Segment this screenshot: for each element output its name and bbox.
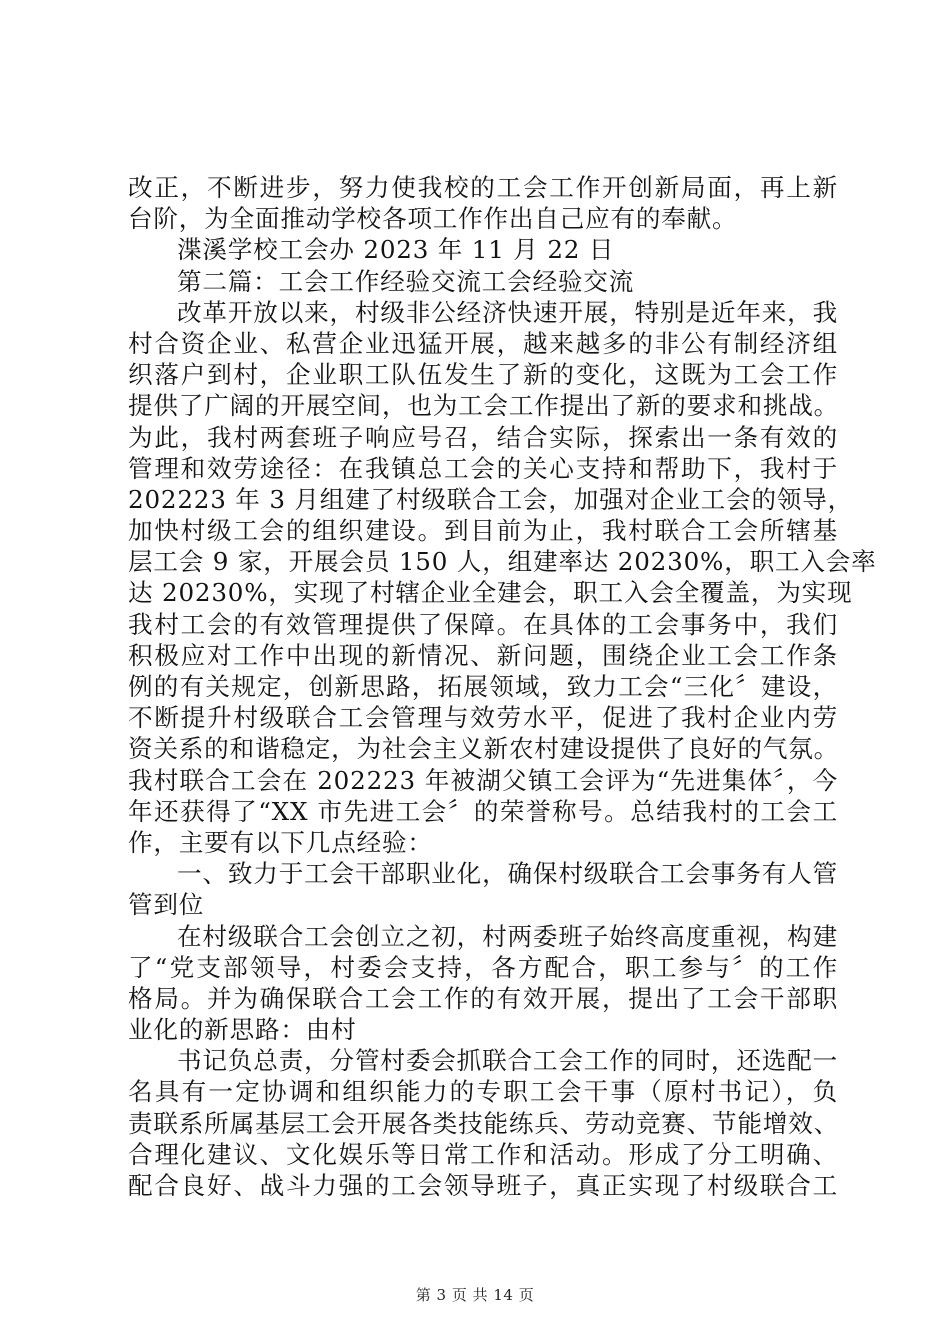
text-line: 配合良好、战斗力强的工会领导班子，真正实现了村级联合工 [128,1171,838,1200]
text-line: 改正，不断进步，努力使我校的工会工作开创新局面，再上新 [128,173,838,202]
text-line: 台阶，为全面推动学校各项工作作出自己应有的奉献。 [128,204,738,234]
text-line: 作，主要有以下几点经验： [128,827,433,857]
text-line: 积极应对工作中出现的新情况、新问题，围绕企业工会工作条 [128,640,838,670]
text-line: 达 20230%，实现了村辖企业全建会，职工入会全覆盖，为实现 [128,578,853,608]
document-body [128,172,877,1201]
text-line: 加快村级工会的组织建设。到目前为止，我村联合工会所辖基 [128,516,838,546]
text-line: 202223 年 3 月组建了村级联合工会，加强对企业工会的领导， [128,484,854,514]
text-line: 织落户到村，企业职工队伍发生了新的变化，这既为工会工作 [128,360,838,390]
text-line: 村合资企业、私营企业迅猛开展，越来越多的非公有制经济组 [128,328,838,358]
subheading-line: 一、致力于工会干部职业化，确保村级联合工会事务有人管 [177,859,838,889]
text-line: 书记负总责，分管村委会抓联合工会工作的同时，还选配一 [177,1046,838,1076]
text-line: 我村工会的有效管理提供了保障。在具体的工会事务中，我们 [128,609,838,639]
text-line: 了“党支部领导，村委会支持，各方配合，职工参与〞的工作 [128,952,838,982]
text-line: 为此，我村两套班子响应号召，结合实际，探索出一条有效的 [128,422,838,452]
text-line: 例的有关规定，创新思路，拓展领域，致力工会“三化〞建设， [128,672,838,701]
text-line: 提供了广阔的开展空间，也为工会工作提出了新的要求和挑战。 [128,391,840,421]
text-line: 业化的新思路：由村 [128,1015,357,1045]
text-line: 格局。并为确保联合工会工作的有效开展，提出了工会干部职 [128,983,838,1013]
subheading-line: 管到位 [128,890,205,920]
text-line: 层工会 9 家，开展会员 150 人，组建率达 20230%，职工入会率 [128,547,877,577]
text-line: 管理和效劳途径：在我镇总工会的关心支持和帮助下，我村于 [128,453,838,483]
text-line: 改革开放以来，村级非公经济快速开展，特别是近年来，我 [177,297,838,327]
text-line: 在村级联合工会创立之初，村两委班子始终高度重视，构建 [177,921,838,951]
page-number-footer: 第 3 页 共 14 页 [415,1286,535,1304]
section-heading: 第二篇：工会工作经验交流工会经验交流 [177,266,635,296]
text-line: 资关系的和谐稳定，为社会主义新农村建设提供了良好的气氛。 [128,734,840,764]
signature-line: 渫溪学校工会办 2023 年 11 月 22 日 [177,235,615,265]
text-line: 不断提升村级联合工会管理与效劳水平，促进了我村企业内劳 [128,703,838,733]
text-line: 合理化建议、文化娱乐等日常工作和活动。形成了分工明确、 [128,1139,838,1169]
text-line: 责联系所属基层工会开展各类技能练兵、劳动竞赛、节能增效、 [128,1108,840,1138]
text-line: 我村联合工会在 202223 年被湖父镇工会评为“先进集体〞，今 [128,765,838,795]
text-line: 年还获得了“XX 市先进工会〞的荣誉称号。总结我村的工会工 [128,796,838,826]
text-line: 名具有一定协调和组织能力的专职工会干事（原村书记），负 [128,1077,838,1107]
